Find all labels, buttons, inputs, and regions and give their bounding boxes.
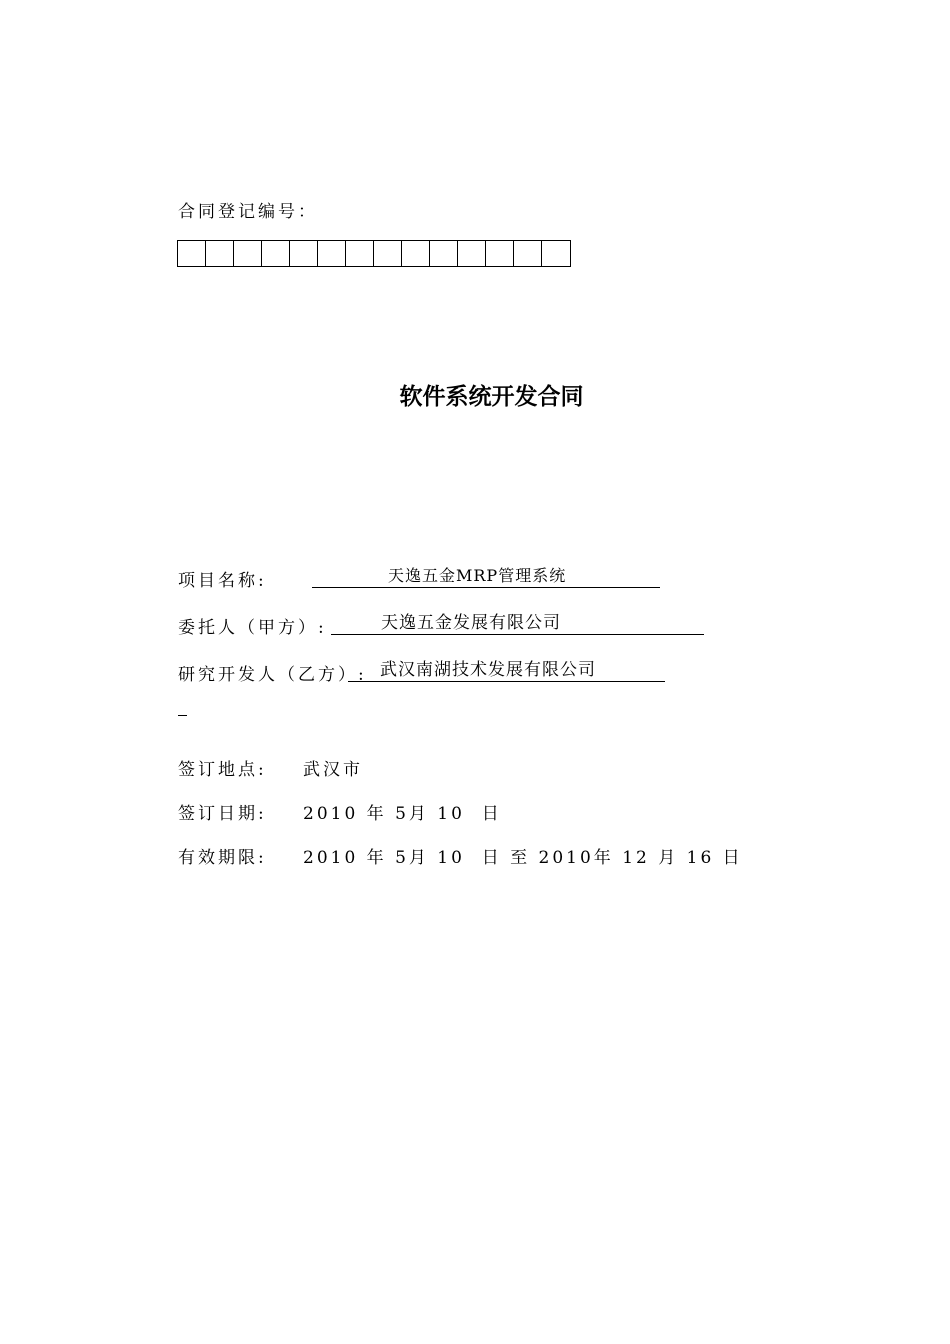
project-name-label: 项目名称:: [178, 571, 267, 591]
developer-value: 武汉南湖技术发展有限公司: [380, 660, 596, 680]
signing-place-label: 签订地点:: [178, 760, 267, 780]
registration-number-box: [318, 241, 346, 266]
validity-term-value: 2010 年 5月 10 日 至 2010年 12 月 16 日: [303, 848, 743, 868]
registration-number-box: [346, 241, 374, 266]
developer-field: [348, 659, 665, 682]
project-name-value: 天逸五金MRP管理系统: [388, 566, 567, 585]
validity-term-label: 有效期限:: [178, 848, 267, 868]
registration-number-box: [486, 241, 514, 266]
client-field: [331, 612, 704, 635]
signing-place-value: 武汉市: [303, 760, 363, 780]
signing-date-label: 签订日期:: [178, 804, 267, 824]
dash-mark: [178, 715, 187, 716]
registration-number-box: [402, 241, 430, 266]
developer-label: 研究开发人（乙方）:: [178, 665, 367, 685]
registration-number-box: [290, 241, 318, 266]
registration-number-boxes: [177, 240, 571, 267]
registration-number-box: [178, 241, 206, 266]
registration-number-box: [514, 241, 542, 266]
registration-number-box: [262, 241, 290, 266]
registration-number-box: [542, 241, 570, 266]
registration-number-box: [234, 241, 262, 266]
registration-number-label: 合同登记编号：: [178, 202, 318, 222]
registration-number-box: [458, 241, 486, 266]
project-name-field: [312, 565, 660, 588]
registration-number-box: [430, 241, 458, 266]
client-label: 委托人（甲方）:: [178, 618, 327, 638]
client-value: 天逸五金发展有限公司: [381, 613, 561, 633]
signing-date-value: 2010 年 5月 10 日: [303, 804, 502, 824]
registration-number-box: [206, 241, 234, 266]
document-title: 软件系统开发合同: [399, 384, 584, 410]
registration-number-box: [374, 241, 402, 266]
